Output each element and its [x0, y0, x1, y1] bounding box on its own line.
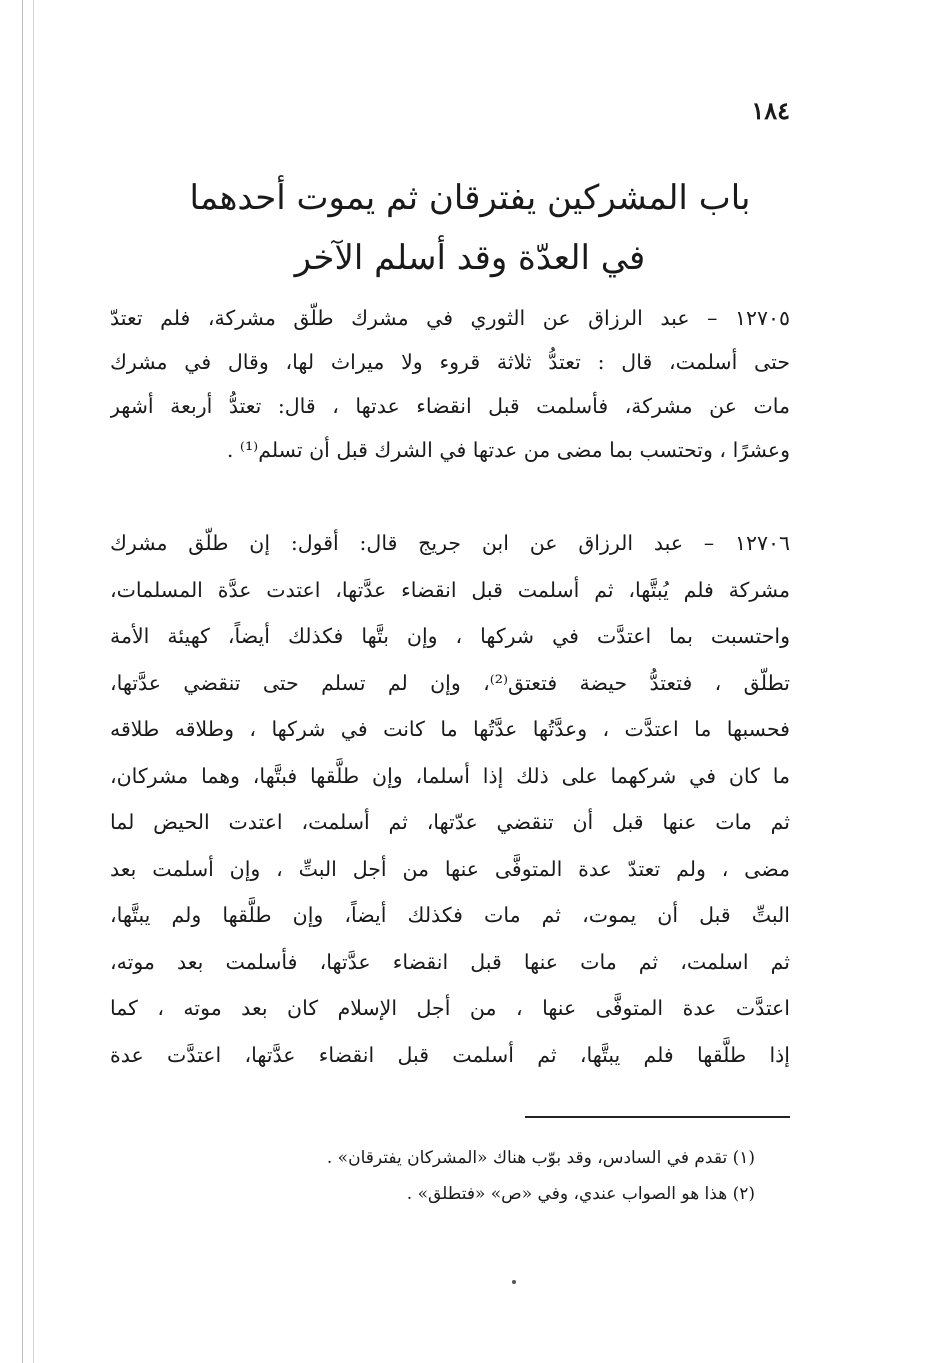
footnote-1: (١) تقدم في السادس، وقد بوّب هناك «المشركان يفترقان» .: [326, 1148, 755, 1168]
text-line: ثم اسلمت، ثم مات عنها قبل انقضاء عدَّتها، فأسلمت بعد موته،: [110, 949, 790, 974]
chapter-title-line: في العدّة وقد أسلم الآخر: [294, 238, 646, 278]
text-line: مشركة فلم يُبتَّها، ثم أسلمت قبل انقضاء عدَّتها، اعتدت عدَّة المسلمات،: [110, 577, 790, 602]
footnotes: [300, 1140, 755, 1212]
print-dot-mark: [512, 1280, 516, 1284]
text-line: اعتدَّت عدة المتوفَّى عنها ، من أجل الإسلام كان بعد موته ، كما: [110, 996, 790, 1020]
text-line: ١٢٧٠٥ – عبد الرزاق عن الثوري في مشرك طلّق مشركة، فلم تعتدّ: [110, 306, 790, 330]
page-number: ١٨٤: [751, 96, 790, 125]
hadith-paragraph-12705: [110, 296, 790, 472]
text-line: ما كان في شركهما على ذلك إذا أسلما، وإن طلَّقها فبتَّها، وهما مشركان،: [110, 763, 790, 788]
binding-edge-line: [33, 0, 34, 1363]
text-line: ١٢٧٠٦ – عبد الرزاق عن ابن جريج قال: أقول: إن طلّق مشرك: [110, 531, 790, 555]
text-line: تطلّق ، فتعتدُّ حيضة فتعتق⁽²⁾، وإن لم تسلم حتى تنقضي عدَّتها،: [110, 670, 790, 695]
text-line: مضى ، ولم تعتدّ عدة المتوفَّى عنها من أجل البتِّ ، وإن أسلمت بعد: [110, 856, 790, 881]
footnote-2: (٢) هذا هو الصواب عندي، وفي «ص» «فتطلق» .: [406, 1184, 755, 1204]
text-line: إذا طلَّقها فلم يبتَّها، ثم أسلمت قبل انقضاء عدَّتها، اعتدَّت عدة: [110, 1042, 790, 1067]
text-line: ثم مات عنها قبل أن تنقضي عدّتها، ثم أسلمت، اعتدت الحيض لما: [110, 810, 790, 834]
text-line: وعشرًا ، وتحتسب بما مضى من عدتها في الشرك قبل أن تسلم⁽¹⁾ .: [226, 438, 790, 462]
footnote-divider: [525, 1116, 790, 1118]
text-line: حتى أسلمت، قال : تعتدُّ ثلاثة قروء ولا ميراث لها، وقال في مشرك: [110, 350, 790, 374]
binding-edge-line: [22, 0, 23, 1363]
text-line: واحتسبت بما اعتدَّت في شركها ، وإن بتَّها فكذلك أيضاً، كهيئة الأمة: [110, 624, 790, 648]
hadith-paragraph-12706: [110, 520, 790, 1078]
chapter-title: [120, 168, 820, 288]
text-line: فحسبها ما اعتدَّت ، وعدَّتُها عدَّتُها ما كانت في شركها ، وطلاقه طلاقه: [110, 717, 790, 741]
text-line: البتِّ قبل أن يموت، ثم مات فكذلك أيضاً، وإن طلَّقها ولم يبتَّها،: [110, 903, 790, 927]
chapter-title-line: باب المشركين يفترقان ثم يموت أحدهما: [189, 178, 751, 218]
text-line: مات عن مشركة، فأسلمت قبل انقضاء عدتها ، قال: تعتدُّ أربعة أشهر: [110, 394, 790, 418]
